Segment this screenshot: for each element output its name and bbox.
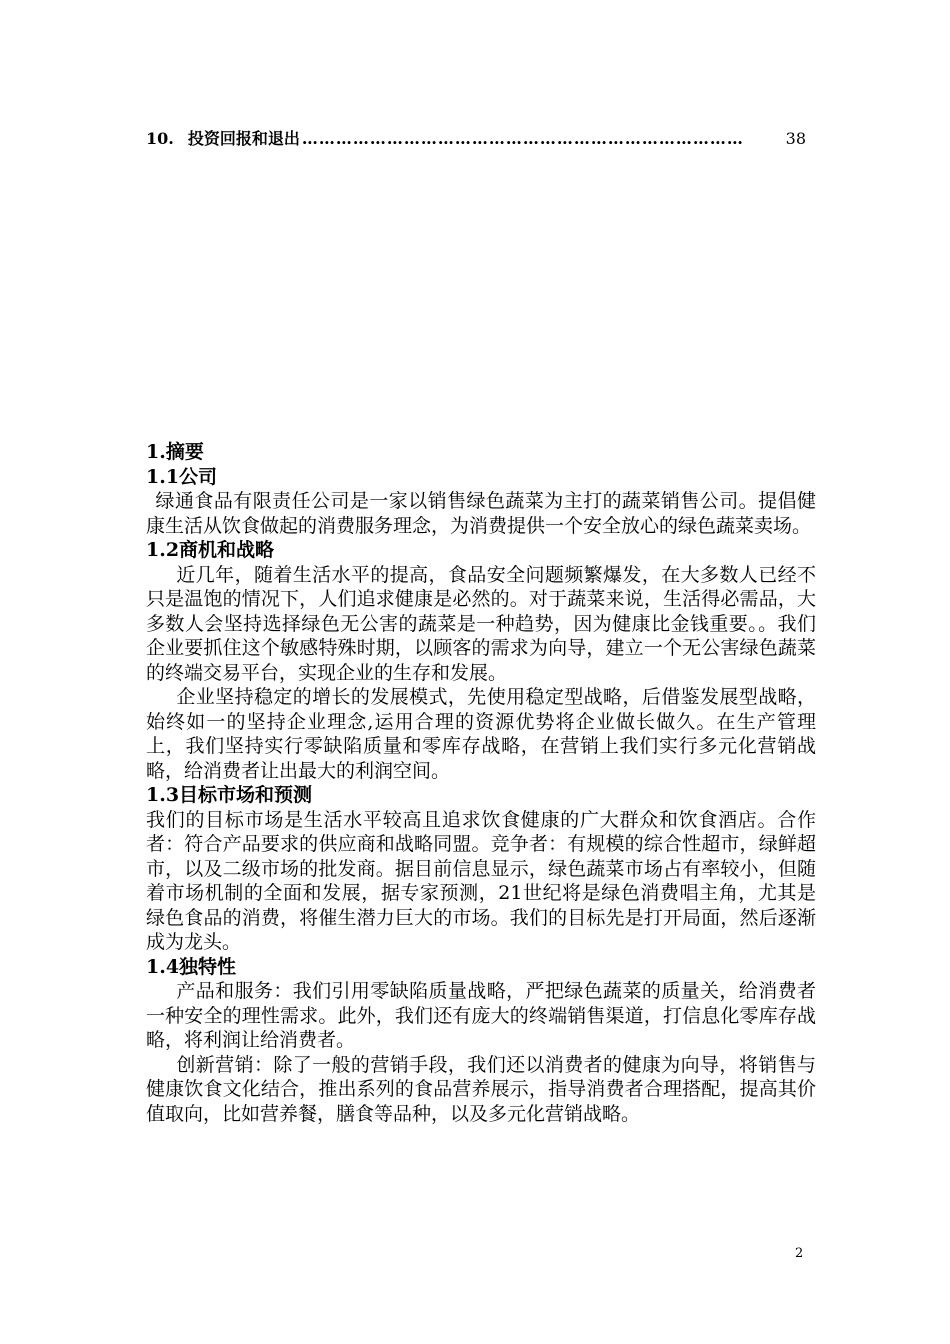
section-company-paragraph: 绿通食品有限责任公司是一家以销售绿色蔬菜为主打的蔬菜销售公司。提倡健康生活从饮食做起的消费服务理念，为消费提供一个安全放心的绿色蔬菜卖场。 (146, 490, 816, 537)
section-market-paragraph: 我们的目标市场是生活水平较高且追求饮食健康的广大群众和饮食酒店。合作者：符合产品要求的供应商和战略同盟。竞争者：有规模的综合性超市，绿鲜超市，以及二级市场的批发商。据目前信息显示，绿色蔬菜市场占有率较小，但随着市场机制的全面和发展，据专家预测，21世纪将是绿色消费唱主角，尤其是绿色食品的消费，将催生潜力巨大的市场。我们的目标先是打开局面，然后逐渐成为龙头。 (146, 808, 816, 953)
section-opportunity-paragraph-2: 企业坚持稳定的增长的发展模式，先使用稳定型战略，后借鉴发展型战略，始终如一的坚持企业理念,运用合理的资源优势将企业做长做久。在生产管理上，我们坚持实行零缺陷质量和零库存战略，在营销上我们实行多元化营销战略，给消费者让出最大的利润空间。 (146, 686, 816, 782)
toc-entry-page: 38 (785, 129, 806, 148)
section-uniqueness-heading: 1.4独特性 (146, 955, 237, 978)
toc-leader-dots: …………………………………………………………………… (301, 129, 744, 148)
toc-entry-title: 投资回报和退出 (187, 129, 300, 148)
section-opportunity-heading: 1.2商机和战略 (146, 539, 275, 561)
section-market-heading: 1.3目标市场和预测 (146, 784, 313, 806)
section-uniqueness-paragraph-1: 产品和服务：我们引用零缺陷质量战略，严把绿色蔬菜的质量关，给消费者一种安全的理性需求。此外，我们还有庞大的终端销售渠道，打信息化零库存战略，将利润让给消费者。 (146, 980, 816, 1051)
document-body (146, 440, 816, 1126)
toc-entry-10 (146, 126, 806, 149)
section-company-heading: 1.1公司 (146, 465, 218, 488)
page-number: 2 (795, 1246, 804, 1261)
summary-title: 1.摘要 (146, 441, 204, 463)
section-uniqueness-paragraph-2: 创新营销：除了一般的营销手段，我们还以消费者的健康为向导，将销售与健康饮食文化结合，推出系列的食品营养展示，指导消费者合理搭配，提高其价值取向，比如营养餐，膳食等品种，以及多元化营销战略。 (146, 1053, 816, 1125)
toc-entry-number: 10. (146, 129, 174, 148)
section-opportunity-paragraph-1: 近几年，随着生活水平的提高，食品安全问题频繁爆发，在大多数人已经不只是温饱的情况下，人们追求健康是必然的。对于蔬菜来说，生活得必需品，大多数人会坚持选择绿色无公害的蔬菜是一种趋势，因为健康比金钱重要。。我们企业要抓住这个敏感特殊时期，以顾客的需求为向导，建立一个无公害绿色蔬菜的终端交易平台，实现企业的生存和发展。 (146, 563, 816, 684)
